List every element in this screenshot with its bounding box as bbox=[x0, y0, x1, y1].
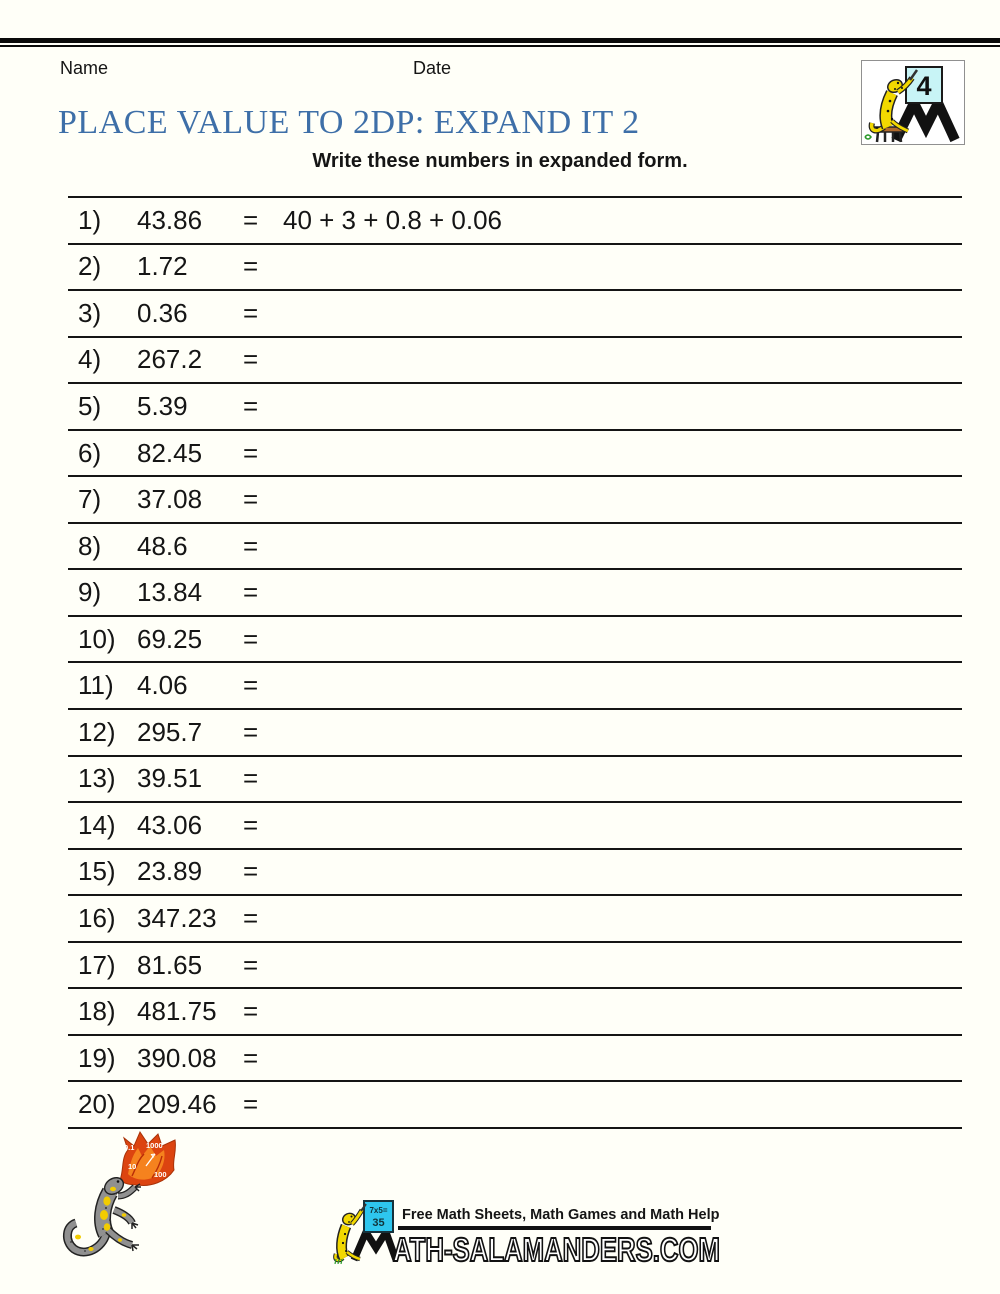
equals-sign: = bbox=[243, 344, 259, 375]
problem-value: 48.6 bbox=[137, 530, 188, 561]
problem-number: 7) bbox=[78, 484, 102, 515]
problem-number: 11) bbox=[78, 670, 114, 701]
problem-row bbox=[68, 801, 962, 848]
problem-value: 295.7 bbox=[137, 716, 203, 747]
equals-sign: = bbox=[243, 856, 259, 887]
problem-row bbox=[68, 661, 962, 708]
problem-row bbox=[68, 289, 962, 336]
problem-number: 20) bbox=[78, 1089, 116, 1120]
problem-number: 5) bbox=[78, 390, 102, 421]
problem-row bbox=[68, 615, 962, 662]
problem-value: 82.45 bbox=[137, 437, 203, 468]
problem-row bbox=[68, 429, 962, 476]
problem-value: 0.36 bbox=[137, 297, 188, 328]
site-logo-icon bbox=[333, 1198, 397, 1264]
problem-value: 1.72 bbox=[137, 251, 188, 282]
problem-row bbox=[68, 243, 962, 290]
equals-sign: = bbox=[243, 437, 259, 468]
grade-number: 4 bbox=[916, 71, 932, 101]
equals-sign: = bbox=[243, 809, 259, 840]
problem-number: 8) bbox=[78, 530, 102, 561]
instruction-text: Write these numbers in expanded form. bbox=[312, 150, 688, 172]
problem-value: 39.51 bbox=[137, 763, 203, 794]
problem-value: 13.84 bbox=[137, 577, 203, 608]
m-glyph bbox=[354, 1232, 396, 1260]
equals-sign: = bbox=[243, 484, 259, 515]
problem-row bbox=[68, 708, 962, 755]
green-mark bbox=[865, 135, 871, 139]
problem-value: 481.75 bbox=[137, 996, 217, 1027]
problems-table bbox=[68, 196, 962, 1129]
problem-row bbox=[68, 987, 962, 1034]
problem-number: 12) bbox=[78, 716, 116, 747]
problem-row bbox=[68, 475, 962, 522]
flame-number-2: 1000 bbox=[146, 1141, 163, 1150]
problem-number: 17) bbox=[78, 949, 116, 980]
flame-number-1: 0.1 bbox=[124, 1143, 135, 1152]
problem-number: 2) bbox=[78, 251, 102, 282]
grade-badge-logo bbox=[861, 60, 965, 145]
board-line-2: 35 bbox=[372, 1217, 385, 1229]
equals-sign: = bbox=[243, 670, 259, 701]
equals-sign: = bbox=[243, 251, 259, 282]
salamander-body bbox=[67, 1174, 141, 1252]
problem-number: 19) bbox=[78, 1042, 116, 1073]
footer-site-name: ATH-SALAMANDERS.COM bbox=[393, 1231, 720, 1268]
equals-sign: = bbox=[243, 902, 259, 933]
problem-value: 69.25 bbox=[137, 623, 203, 654]
problem-number: 10) bbox=[78, 623, 116, 654]
board-line-1: 7x5= bbox=[369, 1206, 388, 1215]
problem-row bbox=[68, 336, 962, 383]
problem-number: 6) bbox=[78, 437, 102, 468]
problem-number: 4) bbox=[78, 344, 102, 375]
problem-value: 4.06 bbox=[137, 670, 188, 701]
equals-sign: = bbox=[243, 530, 259, 561]
m-glyph bbox=[896, 103, 955, 140]
equals-sign: = bbox=[243, 949, 259, 980]
equals-sign: = bbox=[243, 623, 259, 654]
problem-number: 18) bbox=[78, 996, 116, 1027]
problem-value: 209.46 bbox=[137, 1089, 217, 1120]
top-rule-thick bbox=[0, 38, 1000, 43]
problem-value: 5.39 bbox=[137, 390, 188, 421]
equals-sign: = bbox=[243, 204, 259, 235]
flame-number-3: 10 bbox=[128, 1162, 137, 1171]
problem-value: 347.23 bbox=[137, 902, 217, 933]
top-rule-thin bbox=[0, 45, 1000, 47]
flame-icon bbox=[120, 1132, 175, 1185]
problem-row bbox=[68, 1034, 962, 1081]
problem-row bbox=[68, 1080, 962, 1127]
problem-value: 43.86 bbox=[137, 204, 203, 235]
page-title: PLACE VALUE TO 2DP: EXPAND IT 2 bbox=[58, 104, 640, 141]
name-label: Name bbox=[60, 58, 109, 78]
problem-number: 9) bbox=[78, 577, 102, 608]
problem-value: 81.65 bbox=[137, 949, 203, 980]
fire-salamander-illustration bbox=[58, 1130, 180, 1264]
date-label: Date bbox=[413, 58, 452, 78]
problem-value: 23.89 bbox=[137, 856, 203, 887]
problem-number: 3) bbox=[78, 297, 102, 328]
equals-sign: = bbox=[243, 1089, 259, 1120]
flame-number-4: 100 bbox=[154, 1170, 167, 1179]
problem-row bbox=[68, 568, 962, 615]
equals-sign: = bbox=[243, 716, 259, 747]
equals-sign: = bbox=[243, 390, 259, 421]
equals-sign: = bbox=[243, 763, 259, 794]
problem-row bbox=[68, 941, 962, 988]
problem-row bbox=[68, 894, 962, 941]
problem-row bbox=[68, 848, 962, 895]
problem-row bbox=[68, 196, 962, 243]
problem-value: 37.08 bbox=[137, 484, 203, 515]
problem-row bbox=[68, 522, 962, 569]
grade-badge-illustration bbox=[862, 61, 964, 144]
equals-sign: = bbox=[243, 577, 259, 608]
equals-sign: = bbox=[243, 297, 259, 328]
problem-number: 15) bbox=[78, 856, 116, 887]
problem-value: 390.08 bbox=[137, 1042, 217, 1073]
problem-number: 16) bbox=[78, 902, 116, 933]
problem-value: 43.06 bbox=[137, 809, 203, 840]
problem-row bbox=[68, 382, 962, 429]
problem-row bbox=[68, 755, 962, 802]
equals-sign: = bbox=[243, 996, 259, 1027]
problem-value: 267.2 bbox=[137, 344, 203, 375]
answer-text: 40 + 3 + 0.8 + 0.06 bbox=[283, 204, 503, 235]
problem-number: 14) bbox=[78, 809, 116, 840]
problem-number: 1) bbox=[78, 204, 102, 235]
footer-rule bbox=[398, 1226, 711, 1230]
equals-sign: = bbox=[243, 1042, 259, 1073]
footer-tagline: Free Math Sheets, Math Games and Math Help bbox=[402, 1207, 720, 1223]
problem-number: 13) bbox=[78, 763, 116, 794]
